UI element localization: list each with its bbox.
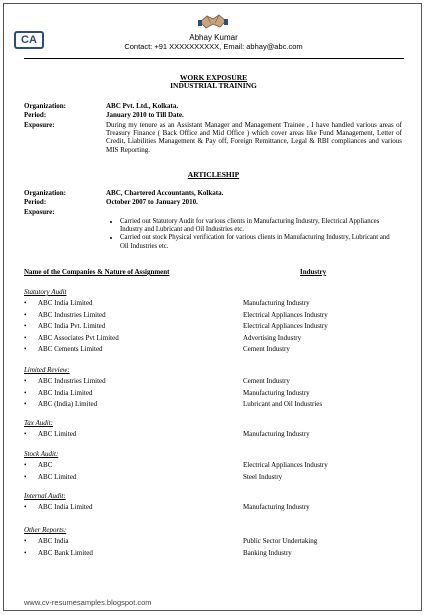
company-name: ABC Industries Limited	[38, 310, 106, 319]
period-value: January 2010 to Till Date.	[106, 111, 184, 119]
industry-name: Banking Industry	[243, 548, 292, 557]
article-bullets	[110, 218, 400, 251]
industry-name: Manufacturing Industry	[243, 430, 310, 438]
company-name: ABC India Limited	[38, 299, 93, 307]
exposure-label: Exposure:	[24, 121, 55, 129]
industry-name: Cement Industry	[243, 377, 290, 385]
company-name: ABC	[38, 461, 53, 469]
article-period-value: October 2007 to January 2010.	[106, 198, 198, 206]
industry-name: Advertising Industry	[243, 333, 302, 342]
industry-name: Electrical Appliances Industry	[243, 310, 328, 319]
company-name: ABC India Limited	[38, 388, 93, 397]
industry-name: Manufacturing Industry	[243, 388, 310, 397]
section-title: Internal Audit:	[24, 492, 66, 500]
company-name: ABC Limited	[38, 430, 77, 438]
work-exposure-title: WORK EXPOSURE	[179, 73, 248, 82]
industry-name: Manufacturing Industry	[243, 503, 310, 511]
company-name: ABC India	[38, 537, 69, 545]
company-name: ABC Limited	[38, 472, 77, 481]
company-name: ABC Industries Limited	[38, 377, 106, 385]
handshake-icon	[198, 10, 228, 32]
section-title: Statutory Audit	[24, 288, 67, 296]
article-org-value: ABC, Chartered Accountants, Kolkata.	[106, 189, 224, 197]
section-title: Tax Audit:	[24, 419, 53, 427]
list-item: • Carried out stock Physical verification for various clients in Manufacturing Industry, Lubricant and Oil Industries etc.	[120, 234, 400, 250]
section-title: Other Reports:	[24, 526, 67, 534]
industry-name: Steel Industry	[243, 472, 283, 481]
industry-name: Public Sector Undertaking	[243, 537, 318, 545]
article-exposure-label: Exposure:	[24, 208, 55, 216]
period-label: Period:	[24, 111, 47, 119]
company-name: ABC (India) Limited	[38, 400, 98, 408]
list-item: • Carried out Statutory Audit for various clients in Manufacturing Industry, Electrical Appliances Industry and Lubricant and Oil Industries etc.	[120, 218, 400, 234]
page-border	[3, 3, 422, 611]
articleship-title: ARTICLESHIP	[187, 170, 240, 179]
section-title: Limited Review:	[24, 366, 70, 374]
exposure-text: During my tenure as an Assistant Manager and Management Trainee , I have handled various areas of Treasury Finance ( Back Office and Mid Office ) which cover areas like Fund Management, Letter of Credit, Liabilities Management & Pay off, Foreign Remittance, Legal & RBI compliances and various MIS Reporting.	[106, 121, 402, 154]
industry-name: Lubricant and Oil Industries	[243, 400, 323, 408]
ca-logo: CA	[14, 31, 44, 49]
org-label: Organization:	[24, 102, 66, 110]
header-divider	[24, 58, 404, 59]
section-title: Stock Audit:	[24, 450, 59, 458]
company-name: ABC Cements Limited	[38, 345, 103, 353]
industrial-training-title: INDUSTRIAL TRAINING	[170, 81, 257, 90]
candidate-name: Abhay Kumar	[189, 33, 238, 42]
article-period-label: Period:	[24, 198, 47, 206]
org-value: ABC Pvt. Ltd., Kolkata.	[106, 102, 179, 110]
article-org-label: Organization:	[24, 189, 66, 197]
industry-name: Manufacturing Industry	[243, 299, 310, 307]
company-name: ABC Bank Limited	[38, 548, 93, 557]
footer-url: www.cv-resumesamples.blogspot.com	[24, 598, 152, 607]
company-name: ABC India Limited	[38, 503, 93, 511]
industry-name: Cement Industry	[243, 345, 290, 353]
industry-name: Electrical Appliances Industry	[243, 322, 328, 330]
industry-name: Electrical Appliances Industry	[243, 461, 328, 469]
company-name: ABC India Pvt. Limited	[38, 322, 106, 330]
company-name: ABC Associates Pvt Limited	[38, 333, 119, 342]
companies-column-header: Name of the Companies & Nature of Assignment	[24, 268, 170, 276]
contact-line: Contact: +91 XXXXXXXXXX, Email: abhay@abc.com	[124, 42, 303, 51]
industry-column-header: Industry	[300, 268, 327, 276]
